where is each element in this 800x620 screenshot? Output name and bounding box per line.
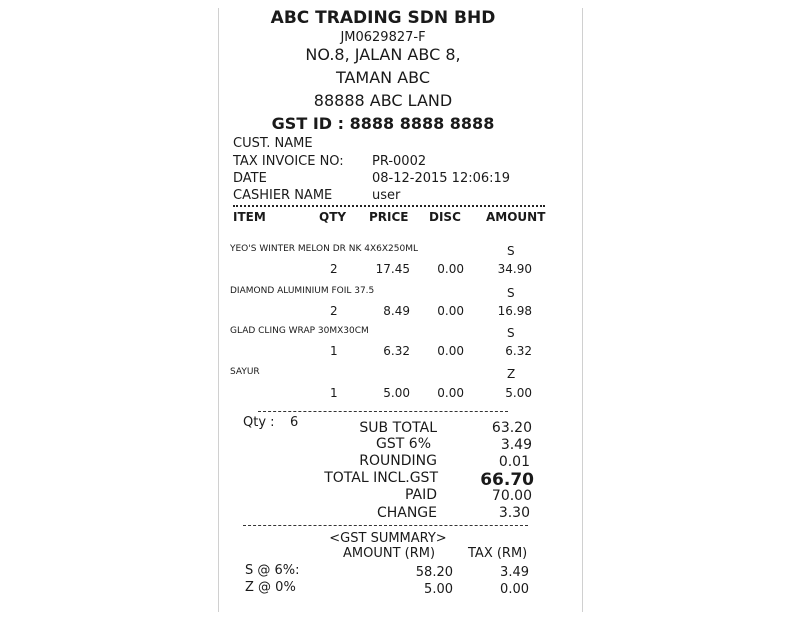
gst-summary-row-tax: 0.00 bbox=[500, 582, 529, 597]
gst-summary-row-tax: 3.49 bbox=[500, 565, 529, 580]
item-name: DIAMOND ALUMINIUM FOIL 37.5 bbox=[230, 286, 375, 296]
gst-summary-row-label: Z @ 0% bbox=[245, 580, 296, 595]
divider bbox=[258, 411, 508, 412]
address-line-2: TAMAN ABC bbox=[335, 68, 431, 87]
change-value: 3.30 bbox=[498, 505, 530, 521]
gst-label: GST 6% bbox=[376, 436, 431, 452]
rounding-label: ROUNDING bbox=[359, 453, 437, 469]
gst-id: GST ID : 8888 8888 8888 bbox=[271, 114, 495, 133]
divider bbox=[243, 525, 528, 526]
subtotal-value: 63.20 bbox=[491, 420, 532, 436]
item-amount: 6.32 bbox=[505, 344, 532, 358]
item-disc: 0.00 bbox=[437, 386, 464, 400]
date-value: 08-12-2015 12:06:19 bbox=[372, 171, 511, 186]
item-price: 17.45 bbox=[375, 262, 410, 276]
item-tax-code: S bbox=[507, 286, 515, 300]
gst-summary-row-label: S @ 6%: bbox=[245, 563, 300, 578]
total-qty-value: 6 bbox=[290, 415, 299, 430]
item-qty: 1 bbox=[330, 386, 338, 400]
item-disc: 0.00 bbox=[437, 344, 464, 358]
gst-value: 3.49 bbox=[500, 437, 532, 453]
column-header-disc: DISC bbox=[429, 210, 461, 224]
gst-summary-tax-header: TAX (RM) bbox=[468, 546, 528, 561]
paid-label: PAID bbox=[404, 487, 437, 503]
item-amount: 16.98 bbox=[497, 304, 532, 318]
item-tax-code: Z bbox=[507, 367, 516, 381]
gst-summary-row-amount: 5.00 bbox=[424, 582, 453, 597]
invoice-no-value: PR-0002 bbox=[372, 154, 427, 169]
column-header-price: PRICE bbox=[369, 210, 409, 224]
item-tax-code: S bbox=[507, 244, 515, 258]
date-label: DATE bbox=[233, 171, 267, 186]
change-label: CHANGE bbox=[376, 505, 437, 521]
item-name: SAYUR bbox=[230, 367, 260, 377]
gst-summary-amount-header: AMOUNT (RM) bbox=[343, 546, 436, 561]
item-amount: 5.00 bbox=[505, 386, 532, 400]
gst-summary-row-amount: 58.20 bbox=[415, 565, 453, 580]
divider bbox=[233, 205, 545, 207]
item-price: 5.00 bbox=[383, 386, 410, 400]
item-tax-code: S bbox=[507, 326, 515, 340]
invoice-no-label: TAX INVOICE NO: bbox=[233, 154, 344, 169]
column-header-qty: QTY bbox=[319, 210, 347, 224]
cashier-name-value: user bbox=[372, 188, 401, 203]
item-amount: 34.90 bbox=[497, 262, 532, 276]
company-name: ABC TRADING SDN BHD bbox=[270, 8, 496, 28]
subtotal-label: SUB TOTAL bbox=[359, 420, 437, 436]
item-name: YEO'S WINTER MELON DR NK 4X6X250ML bbox=[230, 244, 419, 254]
rounding-value: 0.01 bbox=[498, 454, 530, 470]
cust-name-label: CUST. NAME bbox=[233, 136, 313, 151]
item-disc: 0.00 bbox=[437, 262, 464, 276]
item-price: 6.32 bbox=[383, 344, 410, 358]
total-incl-gst-value: 66.70 bbox=[480, 470, 534, 490]
item-disc: 0.00 bbox=[437, 304, 464, 318]
address-line-1: NO.8, JALAN ABC 8, bbox=[305, 45, 461, 64]
total-qty-label: Qty : bbox=[243, 415, 275, 430]
column-header-item: ITEM bbox=[233, 210, 266, 224]
address-line-3: 88888 ABC LAND bbox=[313, 91, 453, 110]
item-qty: 2 bbox=[330, 304, 338, 318]
gst-summary-title: <GST SUMMARY> bbox=[329, 531, 447, 546]
column-header-amount: AMOUNT bbox=[486, 210, 546, 224]
item-qty: 1 bbox=[330, 344, 338, 358]
item-qty: 2 bbox=[330, 262, 338, 276]
cashier-name-label: CASHIER NAME bbox=[233, 188, 333, 203]
receipt-right-border bbox=[582, 8, 583, 612]
total-incl-gst-label: TOTAL INCL.GST bbox=[324, 470, 438, 486]
company-reg-no: JM0629827-F bbox=[340, 30, 426, 45]
item-price: 8.49 bbox=[383, 304, 410, 318]
paid-value: 70.00 bbox=[491, 488, 532, 504]
item-name: GLAD CLING WRAP 30MX30CM bbox=[230, 326, 369, 336]
